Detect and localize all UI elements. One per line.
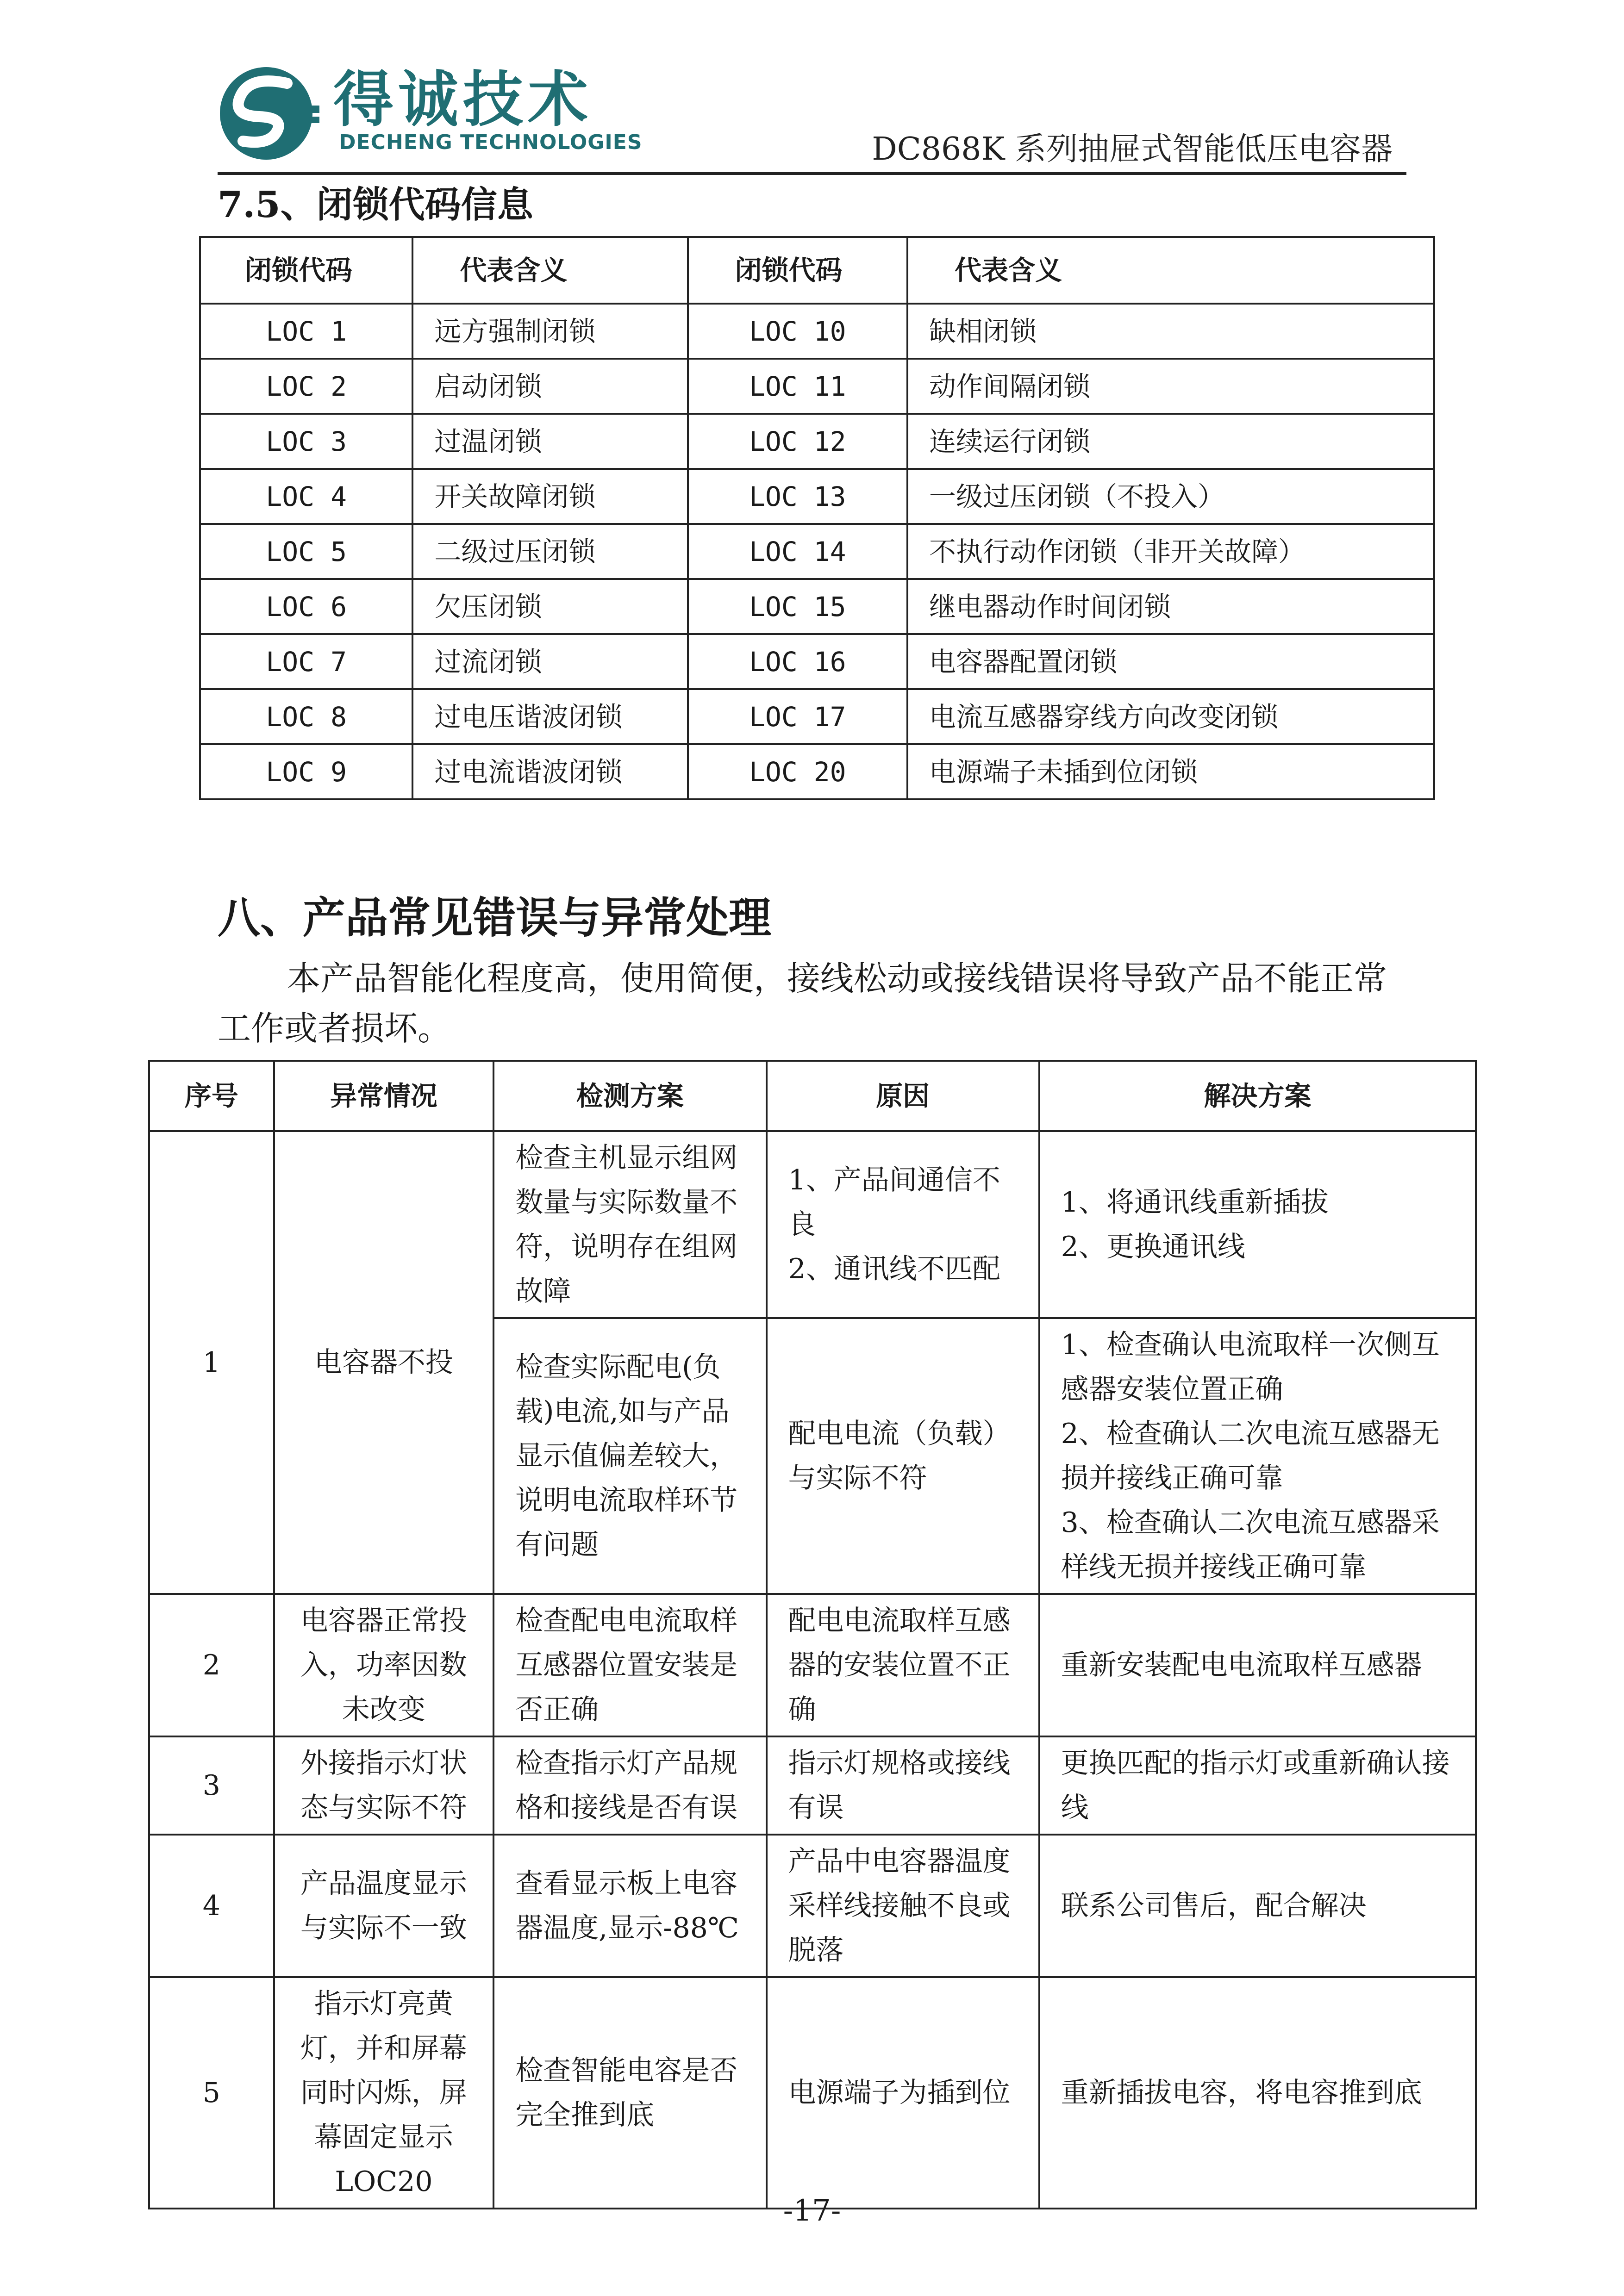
lock-code-cell: LOC 4 — [200, 469, 412, 524]
table-row — [200, 689, 1434, 744]
cause-cell: 配电电流（负载）与实际不符 — [767, 1318, 1039, 1594]
cause-cell: 配电电流取样互感器的安装位置不正确 — [767, 1594, 1039, 1736]
header-cell: 序号 — [149, 1061, 274, 1131]
lock-code-cell: LOC 20 — [688, 744, 907, 799]
lock-meaning-cell: 过温闭锁 — [412, 414, 687, 469]
lock-code-cell: LOC 14 — [688, 524, 907, 579]
lock-code-cell: LOC 1 — [200, 304, 412, 359]
solution-cell: 更换匹配的指示灯或重新确认接线 — [1039, 1736, 1476, 1835]
solution-cell: 联系公司售后，配合解决 — [1039, 1835, 1476, 1977]
table-row — [200, 414, 1434, 469]
lock-meaning-cell: 连续运行闭锁 — [907, 414, 1434, 469]
lock-meaning-cell: 缺相闭锁 — [907, 304, 1434, 359]
solution-cell: 1、将通讯线重新插拔 2、更换通讯线 — [1039, 1131, 1476, 1318]
header-cell: 检测方案 — [493, 1061, 766, 1131]
lock-code-cell: LOC 10 — [688, 304, 907, 359]
table-row — [149, 1736, 1476, 1835]
situation-cell: 外接指示灯状态与实际不符 — [274, 1736, 494, 1835]
lock-code-cell: LOC 7 — [200, 634, 412, 689]
check-cell: 检查指示灯产品规格和接线是否有误 — [493, 1736, 766, 1835]
page-number: -17- — [783, 2194, 841, 2228]
header-cell: 原因 — [767, 1061, 1039, 1131]
cause-cell: 指示灯规格或接线有误 — [767, 1736, 1039, 1835]
lock-meaning-cell: 过流闭锁 — [412, 634, 687, 689]
lock-meaning-cell: 动作间隔闭锁 — [907, 359, 1434, 414]
table-row — [149, 1594, 1476, 1736]
check-cell: 检查实际配电(负载)电流,如与产品显示值偏差较大，说明电流取样环节有问题 — [493, 1318, 766, 1594]
row-number: 2 — [149, 1594, 274, 1736]
lock-code-cell: LOC 5 — [200, 524, 412, 579]
table-header-row — [200, 237, 1434, 304]
cause-cell: 电源端子为插到位 — [767, 1977, 1039, 2209]
situation-cell: 产品温度显示与实际不一致 — [274, 1835, 494, 1977]
company-logo — [218, 64, 643, 162]
table-row — [200, 524, 1434, 579]
row-number: 4 — [149, 1835, 274, 1977]
row-number: 5 — [149, 1977, 274, 2209]
lock-code-cell: LOC 17 — [688, 689, 907, 744]
situation-cell: 电容器正常投入，功率因数未改变 — [274, 1594, 494, 1736]
lock-code-cell: LOC 9 — [200, 744, 412, 799]
row-number: 3 — [149, 1736, 274, 1835]
section-8-intro: 本产品智能化程度高，使用简便，接线松动或接线错误将导致产品不能正常工作或者损坏。 — [218, 959, 1387, 1048]
lock-meaning-cell: 不执行动作闭锁（非开关故障） — [907, 524, 1434, 579]
table-row — [200, 469, 1434, 524]
logo-chinese-name: 得诚技术 — [333, 64, 593, 135]
lock-meaning-cell: 继电器动作时间闭锁 — [907, 579, 1434, 634]
lock-code-table — [199, 236, 1435, 800]
lock-meaning-cell: 二级过压闭锁 — [412, 524, 687, 579]
lock-meaning-cell: 远方强制闭锁 — [412, 304, 687, 359]
cause-cell: 1、产品间通信不良 2、通讯线不匹配 — [767, 1131, 1039, 1318]
header-cell: 异常情况 — [274, 1061, 494, 1131]
document-title: DC868K 系列抽屉式智能低压电容器 — [872, 131, 1393, 168]
lock-meaning-cell: 过电流谐波闭锁 — [412, 744, 687, 799]
fault-handling-table — [148, 1060, 1477, 2209]
lock-code-cell: LOC 12 — [688, 414, 907, 469]
section-8-title: 八、产品常见错误与异常处理 — [218, 893, 772, 943]
table-row — [200, 634, 1434, 689]
lock-meaning-cell: 欠压闭锁 — [412, 579, 687, 634]
header-cell: 代表含义 — [412, 237, 687, 304]
logo-english-name: DECHENG TECHNOLOGIES — [339, 131, 643, 154]
lock-code-cell: LOC 2 — [200, 359, 412, 414]
table-row — [200, 579, 1434, 634]
lock-meaning-cell: 电流互感器穿线方向改变闭锁 — [907, 689, 1434, 744]
lock-meaning-cell: 电源端子未插到位闭锁 — [907, 744, 1434, 799]
header-cell: 代表含义 — [907, 237, 1434, 304]
header-cell: 闭锁代码 — [688, 237, 907, 304]
header-cell: 闭锁代码 — [200, 237, 412, 304]
check-cell: 检查智能电容是否完全推到底 — [493, 1977, 766, 2209]
check-cell: 检查配电电流取样互感器位置安装是否正确 — [493, 1594, 766, 1736]
lock-meaning-cell: 过电压谐波闭锁 — [412, 689, 687, 744]
lock-code-cell: LOC 11 — [688, 359, 907, 414]
lock-code-cell: LOC 13 — [688, 469, 907, 524]
lock-meaning-cell: 启动闭锁 — [412, 359, 687, 414]
cause-cell: 产品中电容器温度采样线接触不良或脱落 — [767, 1835, 1039, 1977]
solution-cell: 重新安装配电电流取样互感器 — [1039, 1594, 1476, 1736]
table-header-row — [149, 1061, 1476, 1131]
situation-cell: 指示灯亮黄灯，并和屏幕同时闪烁，屏幕固定显示LOC20 — [274, 1977, 494, 2209]
lock-code-cell: LOC 6 — [200, 579, 412, 634]
check-cell: 检查主机显示组网数量与实际数量不符，说明存在组网故障 — [493, 1131, 766, 1318]
table-row — [149, 1835, 1476, 1977]
lock-meaning-cell: 电容器配置闭锁 — [907, 634, 1434, 689]
table-row — [149, 1977, 1476, 2209]
header-cell: 解决方案 — [1039, 1061, 1476, 1131]
section-7-5-title: 7.5、闭锁代码信息 — [218, 184, 533, 226]
table-row — [200, 304, 1434, 359]
logo-mark-icon — [218, 65, 324, 162]
lock-code-cell: LOC 8 — [200, 689, 412, 744]
situation-cell: 电容器不投 — [274, 1131, 494, 1594]
lock-meaning-cell: 一级过压闭锁（不投入） — [907, 469, 1434, 524]
row-number: 1 — [149, 1131, 274, 1594]
lock-code-cell: LOC 16 — [688, 634, 907, 689]
table-row — [149, 1131, 1476, 1318]
solution-cell: 1、检查确认电流取样一次侧互感器安装位置正确 2、检查确认二次电流互感器无损并接线正确可靠 3、检查确认二次电流互感器采样线无损并接线正确可靠 — [1039, 1318, 1476, 1594]
lock-code-cell: LOC 15 — [688, 579, 907, 634]
table-row — [200, 359, 1434, 414]
check-cell: 查看显示板上电容器温度,显示-88℃ — [493, 1835, 766, 1977]
solution-cell: 重新插拔电容，将电容推到底 — [1039, 1977, 1476, 2209]
lock-meaning-cell: 开关故障闭锁 — [412, 469, 687, 524]
header-divider — [218, 172, 1406, 175]
table-row — [200, 744, 1434, 799]
lock-code-cell: LOC 3 — [200, 414, 412, 469]
